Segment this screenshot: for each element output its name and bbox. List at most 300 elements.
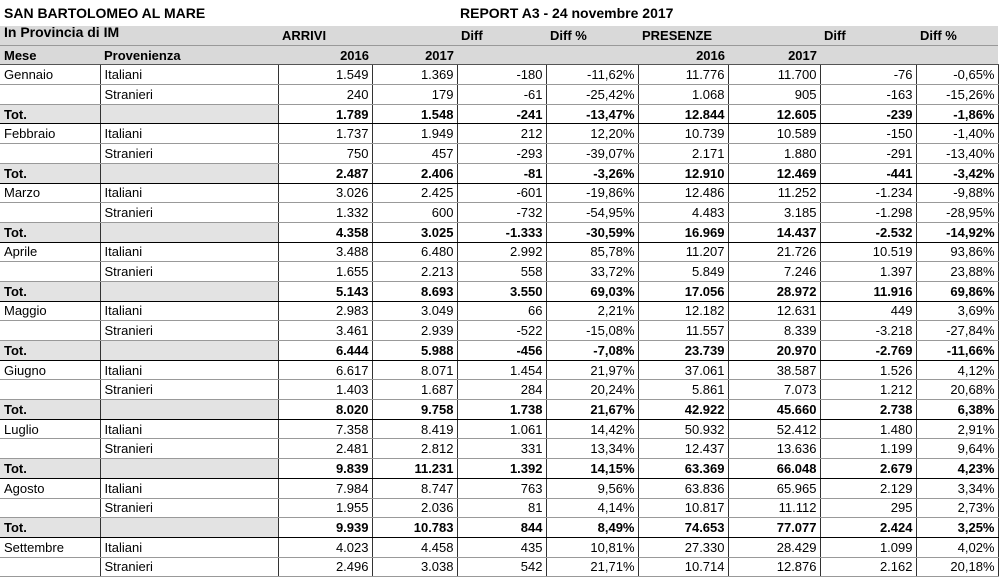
- cell-a17: 5.988: [372, 341, 457, 361]
- cell-ad: 1.454: [457, 360, 546, 380]
- cell-pdp: -3,42%: [916, 163, 998, 183]
- cell-p16: 11.776: [638, 65, 728, 85]
- cell-adp: -3,26%: [546, 163, 638, 183]
- cell-pdp: 3,34%: [916, 478, 998, 498]
- cell-p17: 8.339: [728, 321, 820, 341]
- cell-ad: -293: [457, 144, 546, 164]
- cell-mese: Tot.: [0, 400, 100, 420]
- cell-p16: 2.171: [638, 144, 728, 164]
- cell-p16: 5.861: [638, 380, 728, 400]
- cell-a17: 2.036: [372, 498, 457, 518]
- cell-pd: 1.099: [820, 537, 916, 557]
- col-arrivi: ARRIVI: [278, 26, 372, 45]
- cell-ad: 542: [457, 557, 546, 577]
- cell-p16: 12.844: [638, 104, 728, 124]
- cell-p17: 10.589: [728, 124, 820, 144]
- cell-p17: 12.876: [728, 557, 820, 577]
- cell-provenienza: Stranieri: [100, 557, 278, 577]
- cell-p16: 10.817: [638, 498, 728, 518]
- cell-ad: 558: [457, 262, 546, 282]
- cell-p17: 7.073: [728, 380, 820, 400]
- cell-pdp: -14,92%: [916, 222, 998, 242]
- cell-pdp: 9,64%: [916, 439, 998, 459]
- table-row: [0, 85, 998, 105]
- cell-provenienza: [100, 222, 278, 242]
- cell-pd: -150: [820, 124, 916, 144]
- cell-a17: 10.783: [372, 518, 457, 538]
- cell-a17: 2.213: [372, 262, 457, 282]
- cell-p16: 12.437: [638, 439, 728, 459]
- cell-pdp: 20,68%: [916, 380, 998, 400]
- cell-mese: Marzo: [0, 183, 100, 203]
- cell-adp: 9,56%: [546, 478, 638, 498]
- cell-p17: 28.429: [728, 537, 820, 557]
- cell-p17: 12.631: [728, 301, 820, 321]
- table-row: [0, 360, 998, 380]
- header-spacer-2: [100, 26, 278, 45]
- cell-mese: Tot.: [0, 459, 100, 479]
- cell-pd: -239: [820, 104, 916, 124]
- cell-mese: [0, 498, 100, 518]
- cell-a17: 3.025: [372, 222, 457, 242]
- cell-adp: -11,62%: [546, 65, 638, 85]
- table-row: [0, 380, 998, 400]
- cell-a17: 8.747: [372, 478, 457, 498]
- cell-a17: 4.458: [372, 537, 457, 557]
- report-table: [0, 26, 999, 577]
- cell-provenienza: [100, 163, 278, 183]
- cell-ad: 81: [457, 498, 546, 518]
- total-row: [0, 400, 998, 420]
- cell-pd: -163: [820, 85, 916, 105]
- cell-pdp: 3,69%: [916, 301, 998, 321]
- header-row-years: [0, 45, 998, 65]
- cell-ad: -1.333: [457, 222, 546, 242]
- cell-a16: 4.023: [278, 537, 372, 557]
- cell-a17: 1.687: [372, 380, 457, 400]
- table-row: [0, 301, 998, 321]
- cell-a16: 1.737: [278, 124, 372, 144]
- cell-adp: -30,59%: [546, 222, 638, 242]
- cell-adp: 14,15%: [546, 459, 638, 479]
- cell-adp: -39,07%: [546, 144, 638, 164]
- cell-pdp: 2,73%: [916, 498, 998, 518]
- cell-mese: Aprile: [0, 242, 100, 262]
- cell-pd: 2.129: [820, 478, 916, 498]
- report-title: SAN BARTOLOMEO AL MARE: [4, 5, 206, 21]
- cell-mese: Agosto: [0, 478, 100, 498]
- cell-a16: 6.617: [278, 360, 372, 380]
- cell-pd: 1.212: [820, 380, 916, 400]
- cell-p16: 16.969: [638, 222, 728, 242]
- cell-provenienza: Italiani: [100, 65, 278, 85]
- cell-pdp: -28,95%: [916, 203, 998, 223]
- cell-a17: 2.406: [372, 163, 457, 183]
- table-row: [0, 321, 998, 341]
- cell-mese: [0, 85, 100, 105]
- cell-p16: 42.922: [638, 400, 728, 420]
- cell-ad: -732: [457, 203, 546, 223]
- cell-pdp: 69,86%: [916, 281, 998, 301]
- cell-mese: [0, 321, 100, 341]
- cell-provenienza: Stranieri: [100, 439, 278, 459]
- cell-pd: -1.234: [820, 183, 916, 203]
- cell-a16: 1.955: [278, 498, 372, 518]
- table-row: [0, 183, 998, 203]
- cell-adp: 33,72%: [546, 262, 638, 282]
- cell-mese: Maggio: [0, 301, 100, 321]
- col-diff-pct-presenze: Diff %: [916, 26, 998, 45]
- cell-mese: [0, 380, 100, 400]
- cell-pdp: -0,65%: [916, 65, 998, 85]
- cell-ad: 2.992: [457, 242, 546, 262]
- cell-adp: 10,81%: [546, 537, 638, 557]
- cell-pd: 2.738: [820, 400, 916, 420]
- cell-pd: -441: [820, 163, 916, 183]
- cell-mese: Tot.: [0, 104, 100, 124]
- cell-p17: 65.965: [728, 478, 820, 498]
- cell-a16: 750: [278, 144, 372, 164]
- cell-a17: 8.419: [372, 419, 457, 439]
- cell-a17: 457: [372, 144, 457, 164]
- col-mese: Mese: [0, 45, 100, 65]
- cell-p17: 1.880: [728, 144, 820, 164]
- cell-adp: 4,14%: [546, 498, 638, 518]
- cell-a16: 1.549: [278, 65, 372, 85]
- cell-a17: 2.939: [372, 321, 457, 341]
- cell-pd: 2.679: [820, 459, 916, 479]
- cell-a16: 9.939: [278, 518, 372, 538]
- cell-ad: -522: [457, 321, 546, 341]
- cell-ad: 3.550: [457, 281, 546, 301]
- header-spacer-3: [372, 26, 457, 45]
- cell-pdp: 2,91%: [916, 419, 998, 439]
- cell-provenienza: Stranieri: [100, 262, 278, 282]
- col-diff-arrivi: Diff: [457, 26, 546, 45]
- cell-a16: 7.984: [278, 478, 372, 498]
- table-row: [0, 203, 998, 223]
- cell-a16: 7.358: [278, 419, 372, 439]
- cell-adp: 21,67%: [546, 400, 638, 420]
- cell-a16: 8.020: [278, 400, 372, 420]
- cell-a16: 2.487: [278, 163, 372, 183]
- header-spacer-6: [546, 45, 638, 65]
- cell-pd: -1.298: [820, 203, 916, 223]
- table-row: [0, 537, 998, 557]
- cell-pdp: 4,12%: [916, 360, 998, 380]
- cell-adp: -54,95%: [546, 203, 638, 223]
- cell-p16: 27.330: [638, 537, 728, 557]
- cell-provenienza: Stranieri: [100, 203, 278, 223]
- cell-p16: 11.207: [638, 242, 728, 262]
- cell-p17: 12.469: [728, 163, 820, 183]
- cell-pdp: 93,86%: [916, 242, 998, 262]
- total-row: [0, 281, 998, 301]
- cell-pdp: 20,18%: [916, 557, 998, 577]
- cell-a16: 4.358: [278, 222, 372, 242]
- cell-provenienza: Stranieri: [100, 498, 278, 518]
- cell-provenienza: Italiani: [100, 124, 278, 144]
- cell-a17: 1.949: [372, 124, 457, 144]
- cell-ad: 844: [457, 518, 546, 538]
- cell-ad: 435: [457, 537, 546, 557]
- cell-adp: -25,42%: [546, 85, 638, 105]
- cell-mese: [0, 203, 100, 223]
- cell-provenienza: Italiani: [100, 242, 278, 262]
- cell-ad: 1.738: [457, 400, 546, 420]
- cell-pd: 1.480: [820, 419, 916, 439]
- total-row: [0, 222, 998, 242]
- cell-ad: -180: [457, 65, 546, 85]
- cell-a16: 9.839: [278, 459, 372, 479]
- cell-pd: 295: [820, 498, 916, 518]
- cell-p17: 7.246: [728, 262, 820, 282]
- cell-mese: [0, 262, 100, 282]
- cell-p17: 3.185: [728, 203, 820, 223]
- cell-provenienza: Italiani: [100, 537, 278, 557]
- table-row: [0, 557, 998, 577]
- cell-a17: 11.231: [372, 459, 457, 479]
- cell-adp: 13,34%: [546, 439, 638, 459]
- cell-a16: 3.488: [278, 242, 372, 262]
- cell-pd: 449: [820, 301, 916, 321]
- cell-provenienza: [100, 341, 278, 361]
- cell-provenienza: [100, 518, 278, 538]
- cell-adp: -7,08%: [546, 341, 638, 361]
- header-spacer-4: [728, 26, 820, 45]
- cell-p16: 37.061: [638, 360, 728, 380]
- table-row: [0, 419, 998, 439]
- col-provenienza: Provenienza: [100, 45, 278, 65]
- col-arrivi-2017: 2017: [372, 45, 457, 65]
- cell-ad: -456: [457, 341, 546, 361]
- cell-provenienza: Italiani: [100, 419, 278, 439]
- cell-provenienza: [100, 400, 278, 420]
- cell-pd: 1.199: [820, 439, 916, 459]
- cell-a16: 5.143: [278, 281, 372, 301]
- col-diff-pct-arrivi: Diff %: [546, 26, 638, 45]
- cell-ad: -81: [457, 163, 546, 183]
- cell-mese: [0, 439, 100, 459]
- cell-a17: 8.071: [372, 360, 457, 380]
- cell-pd: -76: [820, 65, 916, 85]
- cell-ad: 212: [457, 124, 546, 144]
- table-row: [0, 124, 998, 144]
- cell-pdp: 3,25%: [916, 518, 998, 538]
- cell-pd: 1.397: [820, 262, 916, 282]
- col-arrivi-2016: 2016: [278, 45, 372, 65]
- total-row: [0, 104, 998, 124]
- cell-ad: -601: [457, 183, 546, 203]
- cell-provenienza: [100, 459, 278, 479]
- cell-p16: 12.182: [638, 301, 728, 321]
- cell-a17: 3.049: [372, 301, 457, 321]
- cell-provenienza: Stranieri: [100, 380, 278, 400]
- cell-a17: 1.369: [372, 65, 457, 85]
- cell-a17: 1.548: [372, 104, 457, 124]
- header-spacer-5: [457, 45, 546, 65]
- table-row: [0, 478, 998, 498]
- cell-p16: 23.739: [638, 341, 728, 361]
- cell-pdp: -11,66%: [916, 341, 998, 361]
- cell-p16: 11.557: [638, 321, 728, 341]
- cell-pd: 2.424: [820, 518, 916, 538]
- cell-p17: 52.412: [728, 419, 820, 439]
- cell-a16: 2.496: [278, 557, 372, 577]
- cell-a16: 1.403: [278, 380, 372, 400]
- cell-a17: 2.812: [372, 439, 457, 459]
- cell-a17: 8.693: [372, 281, 457, 301]
- cell-pdp: -15,26%: [916, 85, 998, 105]
- cell-a17: 3.038: [372, 557, 457, 577]
- cell-pd: -3.218: [820, 321, 916, 341]
- cell-p17: 45.660: [728, 400, 820, 420]
- cell-adp: 2,21%: [546, 301, 638, 321]
- cell-p16: 50.932: [638, 419, 728, 439]
- cell-a17: 6.480: [372, 242, 457, 262]
- cell-provenienza: [100, 104, 278, 124]
- cell-pd: 11.916: [820, 281, 916, 301]
- cell-a17: 600: [372, 203, 457, 223]
- cell-p17: 21.726: [728, 242, 820, 262]
- col-presenze: PRESENZE: [638, 26, 728, 45]
- cell-mese: Settembre: [0, 537, 100, 557]
- cell-adp: 85,78%: [546, 242, 638, 262]
- cell-mese: Giugno: [0, 360, 100, 380]
- cell-mese: [0, 144, 100, 164]
- cell-adp: 8,49%: [546, 518, 638, 538]
- cell-provenienza: Stranieri: [100, 321, 278, 341]
- total-row: [0, 459, 998, 479]
- cell-p16: 1.068: [638, 85, 728, 105]
- cell-pdp: -27,84%: [916, 321, 998, 341]
- cell-pdp: -1,40%: [916, 124, 998, 144]
- cell-pd: -291: [820, 144, 916, 164]
- cell-mese: Febbraio: [0, 124, 100, 144]
- cell-pd: -2.532: [820, 222, 916, 242]
- cell-provenienza: Italiani: [100, 478, 278, 498]
- cell-pdp: -9,88%: [916, 183, 998, 203]
- cell-a16: 3.026: [278, 183, 372, 203]
- report-date: REPORT A3 - 24 novembre 2017: [460, 5, 674, 21]
- cell-adp: 14,42%: [546, 419, 638, 439]
- cell-pd: -2.769: [820, 341, 916, 361]
- total-row: [0, 163, 998, 183]
- cell-adp: 12,20%: [546, 124, 638, 144]
- report-subtitle: In Provincia di IM: [4, 24, 120, 40]
- cell-ad: 1.392: [457, 459, 546, 479]
- cell-p16: 10.739: [638, 124, 728, 144]
- cell-pdp: -1,86%: [916, 104, 998, 124]
- cell-provenienza: Stranieri: [100, 85, 278, 105]
- cell-mese: Tot.: [0, 518, 100, 538]
- cell-a16: 1.655: [278, 262, 372, 282]
- cell-provenienza: [100, 281, 278, 301]
- cell-mese: Tot.: [0, 163, 100, 183]
- cell-pd: 2.162: [820, 557, 916, 577]
- cell-pdp: 6,38%: [916, 400, 998, 420]
- cell-adp: -13,47%: [546, 104, 638, 124]
- cell-p17: 66.048: [728, 459, 820, 479]
- cell-pdp: -13,40%: [916, 144, 998, 164]
- cell-a16: 2.983: [278, 301, 372, 321]
- cell-ad: 284: [457, 380, 546, 400]
- cell-p16: 74.653: [638, 518, 728, 538]
- total-row: [0, 341, 998, 361]
- cell-mese: [0, 557, 100, 577]
- cell-p17: 905: [728, 85, 820, 105]
- cell-pdp: 23,88%: [916, 262, 998, 282]
- cell-provenienza: Italiani: [100, 301, 278, 321]
- cell-a16: 240: [278, 85, 372, 105]
- cell-p17: 11.700: [728, 65, 820, 85]
- cell-ad: 1.061: [457, 419, 546, 439]
- cell-ad: 66: [457, 301, 546, 321]
- cell-a16: 3.461: [278, 321, 372, 341]
- cell-adp: 21,71%: [546, 557, 638, 577]
- cell-p16: 4.483: [638, 203, 728, 223]
- header-row-group: [0, 26, 998, 45]
- cell-p16: 12.910: [638, 163, 728, 183]
- table-body: [0, 65, 998, 577]
- cell-a16: 2.481: [278, 439, 372, 459]
- cell-ad: 763: [457, 478, 546, 498]
- header-spacer-7: [820, 45, 916, 65]
- cell-p17: 13.636: [728, 439, 820, 459]
- cell-p16: 10.714: [638, 557, 728, 577]
- cell-a16: 1.789: [278, 104, 372, 124]
- cell-mese: Luglio: [0, 419, 100, 439]
- cell-p16: 17.056: [638, 281, 728, 301]
- table-row: [0, 439, 998, 459]
- cell-ad: 331: [457, 439, 546, 459]
- cell-p17: 11.252: [728, 183, 820, 203]
- header-spacer-8: [916, 45, 998, 65]
- cell-p17: 11.112: [728, 498, 820, 518]
- table-row: [0, 242, 998, 262]
- cell-p17: 12.605: [728, 104, 820, 124]
- cell-mese: Tot.: [0, 281, 100, 301]
- cell-a16: 1.332: [278, 203, 372, 223]
- cell-provenienza: Italiani: [100, 360, 278, 380]
- table-row: [0, 144, 998, 164]
- cell-p17: 77.077: [728, 518, 820, 538]
- cell-adp: 21,97%: [546, 360, 638, 380]
- table-row: [0, 65, 998, 85]
- cell-p17: 20.970: [728, 341, 820, 361]
- cell-mese: Tot.: [0, 222, 100, 242]
- cell-p17: 38.587: [728, 360, 820, 380]
- cell-ad: -61: [457, 85, 546, 105]
- cell-p16: 5.849: [638, 262, 728, 282]
- cell-pdp: 4,02%: [916, 537, 998, 557]
- cell-mese: Gennaio: [0, 65, 100, 85]
- cell-p17: 28.972: [728, 281, 820, 301]
- cell-mese: Tot.: [0, 341, 100, 361]
- cell-pd: 10.519: [820, 242, 916, 262]
- cell-provenienza: Italiani: [100, 183, 278, 203]
- cell-p16: 12.486: [638, 183, 728, 203]
- table-row: [0, 498, 998, 518]
- col-presenze-2017: 2017: [728, 45, 820, 65]
- total-row: [0, 518, 998, 538]
- cell-provenienza: Stranieri: [100, 144, 278, 164]
- cell-p17: 14.437: [728, 222, 820, 242]
- cell-a16: 6.444: [278, 341, 372, 361]
- cell-adp: -19,86%: [546, 183, 638, 203]
- cell-pdp: 4,23%: [916, 459, 998, 479]
- cell-a17: 179: [372, 85, 457, 105]
